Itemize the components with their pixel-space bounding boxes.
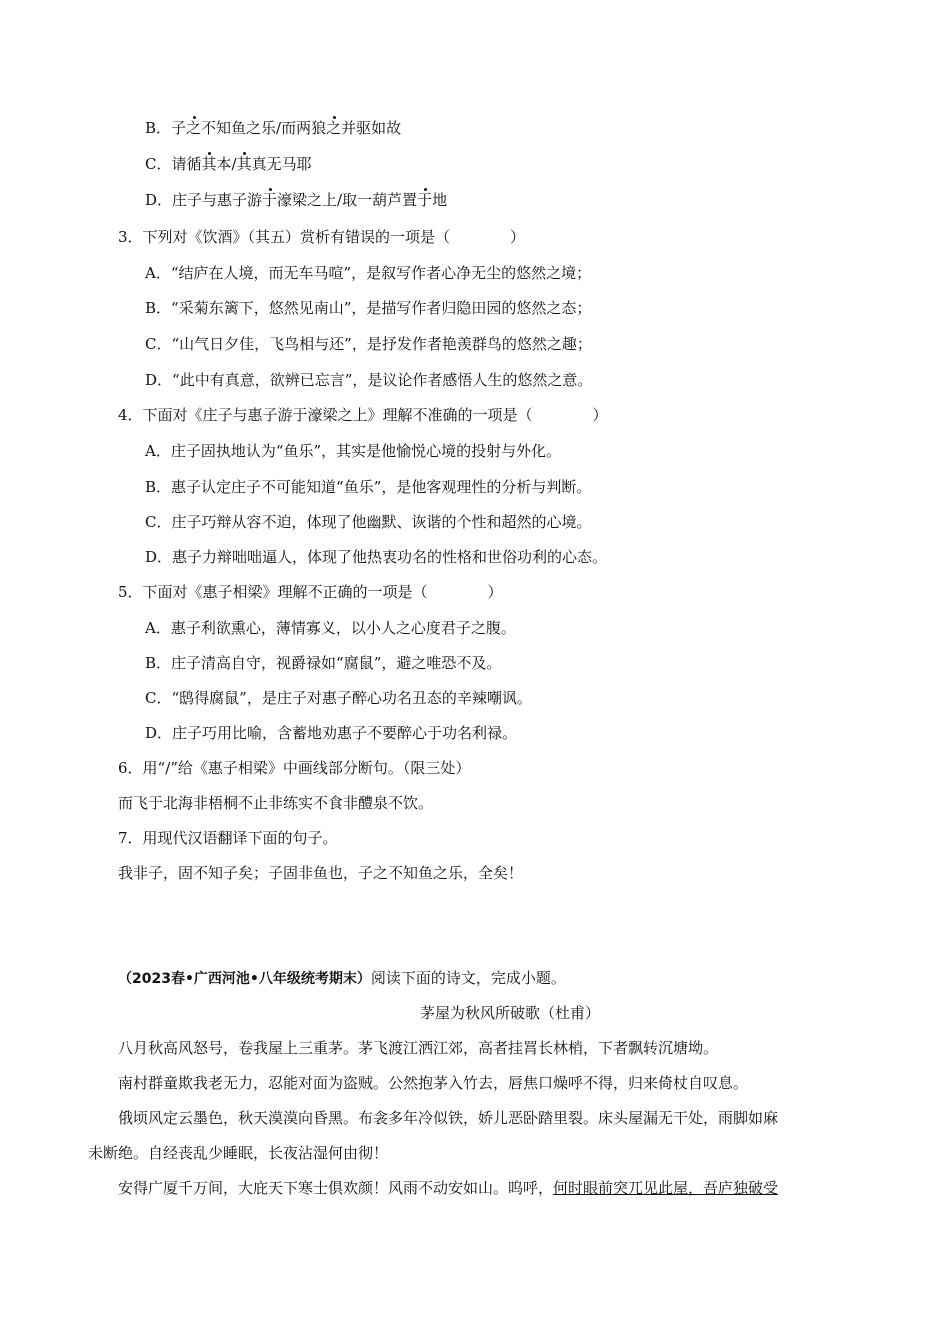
q2-option-b: B．子之不知鱼之乐/而两狼之并驱如故 (145, 119, 402, 137)
q3-option-d: D．“此中有真意，欲辨已忘言”，是议论作者感悟人生的悠然之意。 (145, 371, 593, 389)
emphasis-dot-char: 于 (417, 191, 433, 209)
q3-option-b: B．“采菊东篱下，悠然见南山”，是描写作者归隐田园的悠然之态； (145, 299, 592, 317)
q5-option-a: A．惠子利欲熏心，薄情寡义，以小人之心度君子之腹。 (145, 619, 516, 637)
q2-option-d: D．庄子与惠子游于濠梁之上/取一葫芦置于地 (145, 191, 448, 209)
poem-paragraph-2: 南村群童欺我老无力，忍能对面为盗贼。公然抱茅入竹去，唇焦口燥呼不得，归来倚杖自叹息。 (118, 1074, 749, 1092)
q5-stem: 5．下面对《惠子相梁》理解不正确的一项是（ ） (118, 583, 503, 601)
emphasis-dot-char: 于 (262, 191, 278, 209)
q6-text: 而飞于北海非梧桐不止非练实不食非醴泉不饮。 (118, 794, 434, 812)
q7-stem: 7．用现代汉语翻译下面的句子。 (118, 829, 338, 847)
q4-option-d: D．惠子力辩咄咄逼人，体现了他热衷功名的性格和世俗功利的心态。 (145, 548, 608, 566)
poem-title: 茅屋为秋风所破歌（杜甫） (420, 1004, 601, 1022)
q3-stem: 3．下列对《饮酒》（其五）赏析有错误的一项是（ ） (118, 228, 526, 246)
poem-paragraph-3-cont: 未断绝。自经丧乱少睡眠，长夜沾湿何由彻！ (88, 1144, 389, 1162)
emphasis-dot-char: 其 (236, 155, 252, 173)
poem-paragraph-1: 八月秋高风怒号，卷我屋上三重茅。茅飞渡江洒江郊，高者挂罥长林梢，下者飘转沉塘坳。 (118, 1039, 719, 1057)
emphasis-dot-char: 之 (186, 119, 202, 137)
instruction: 阅读下面的诗文，完成小题。 (370, 969, 566, 987)
section-header (118, 968, 566, 989)
q5-option-b: B．庄子清高自守，视爵禄如“腐鼠”，避之唯恐不及。 (145, 654, 502, 672)
q2-option-c: C．请循其本/其真无马耶 (145, 155, 312, 173)
emphasis-dot-char: 之 (326, 119, 342, 137)
source-label: （2023春•广西河池•八年级统考期末） (118, 971, 371, 987)
q6-stem: 6．用“/”给《惠子相梁》中画线部分断句。（限三处） (118, 759, 471, 777)
q5-option-d: D．庄子巧用比喻，含蓄地劝惠子不要醉心于功名利禄。 (145, 724, 518, 742)
underlined-sentence: 何时眼前突兀见此屋，吾庐独破受 (553, 1179, 779, 1197)
q3-option-c: C．“山气日夕佳，飞鸟相与还”，是抒发作者艳羡群鸟的悠然之趣； (145, 335, 592, 353)
q4-option-b: B．惠子认定庄子不可能知道“鱼乐”，是他客观理性的分析与判断。 (145, 478, 592, 496)
poem-paragraph-4: 安得广厦千万间，大庇天下寒士俱欢颜！风雨不动安如山。呜呼，何时眼前突兀见此屋，吾庐独破受 (118, 1179, 779, 1197)
q5-option-c: C．“鸱得腐鼠”，是庄子对惠子醉心功名丑态的辛辣嘲讽。 (145, 689, 532, 707)
q4-option-a: A．庄子固执地认为“鱼乐”，其实是他愉悦心境的投射与外化。 (145, 442, 562, 460)
q7-text: 我非子，固不知子矣；子固非鱼也，子之不知鱼之乐，全矣！ (118, 864, 524, 882)
poem-paragraph-3: 俄顷风定云墨色，秋天漠漠向昏黑。布衾多年冷似铁，娇儿恶卧踏里裂。床头屋漏无干处，雨脚如麻 (118, 1109, 779, 1127)
q4-stem: 4．下面对《庄子与惠子游于濠梁之上》理解不准确的一项是（ ） (118, 406, 608, 424)
emphasis-dot-char: 其 (201, 155, 217, 173)
q4-option-c: C．庄子巧辩从容不迫，体现了他幽默、诙谐的个性和超然的心境。 (145, 513, 592, 531)
q3-option-a: A．“结庐在人境，而无车马喧”，是叙写作者心净无尘的悠然之境； (145, 264, 592, 282)
